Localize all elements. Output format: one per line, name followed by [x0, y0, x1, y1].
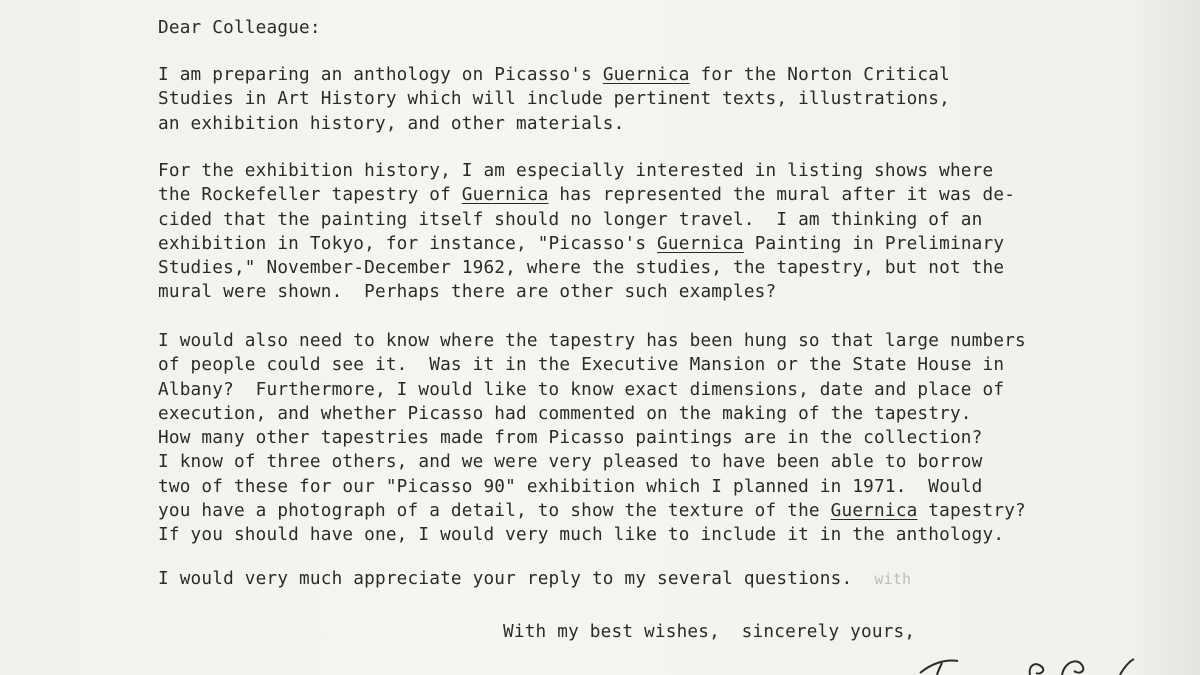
underlined-title: Guernica	[830, 500, 918, 521]
letter-line: an exhibition history, and other materials.	[158, 113, 625, 134]
letter-line: mural were shown. Perhaps there are other such examples?	[158, 282, 777, 303]
letter-line: exhibition in Tokyo, for instance, "Picasso's Guernica Painting in Preliminary	[158, 233, 1005, 254]
letter-line: For the exhibition history, I am especially interested in listing shows where	[158, 161, 994, 181]
handwritten-signature	[912, 655, 1162, 675]
letter-line: the Rockefeller tapestry of Guernica has represented the mural after it was de-	[158, 185, 1016, 206]
letter-line: I would very much appreciate your reply to my several questions. with	[158, 569, 912, 589]
letter-line: of people could see it. Was it in the Executive Mansion or the State House in	[158, 355, 1005, 376]
closing-line: With my best wishes, sincerely yours,	[503, 622, 916, 642]
salutation: Dear Colleague:	[158, 18, 321, 38]
letter-line: How many other tapestries made from Picasso paintings are in the collection?	[158, 428, 983, 448]
paper-edge-shadow	[1130, 0, 1200, 675]
letter-line: Studies," November-December 1962, where the studies, the tapestry, but not the	[158, 258, 1005, 278]
faint-text: with	[874, 570, 912, 588]
underlined-title: Guernica	[657, 233, 744, 254]
letter-line: Studies in Art History which will include pertinent texts, illustrations,	[158, 89, 950, 110]
letter-line: cided that the painting itself should no longer travel. I am thinking of an	[158, 209, 983, 230]
letter-line: I know of three others, and we were very pleased to have been able to borrow	[158, 452, 983, 473]
letter-line: I would also need to know where the tapestry has been hung so that large numbers	[158, 331, 1026, 351]
letter-line: If you should have one, I would very much like to include it in the anthology.	[158, 525, 1005, 545]
underlined-title: Guernica	[602, 65, 690, 85]
letter-line: execution, and whether Picasso had commented on the making of the tapestry.	[158, 403, 972, 424]
underlined-title: Guernica	[461, 185, 549, 206]
letter-line: Albany? Furthermore, I would like to know exact dimensions, date and place of	[158, 379, 1005, 400]
letter-line: you have a photograph of a detail, to show the texture of the Guernica tapestry?	[158, 500, 1026, 521]
letter-line: two of these for our "Picasso 90" exhibition which I planned in 1971. Would	[158, 476, 983, 497]
letter-line: I am preparing an anthology on Picasso's Guernica for the Norton Critical	[158, 65, 950, 85]
